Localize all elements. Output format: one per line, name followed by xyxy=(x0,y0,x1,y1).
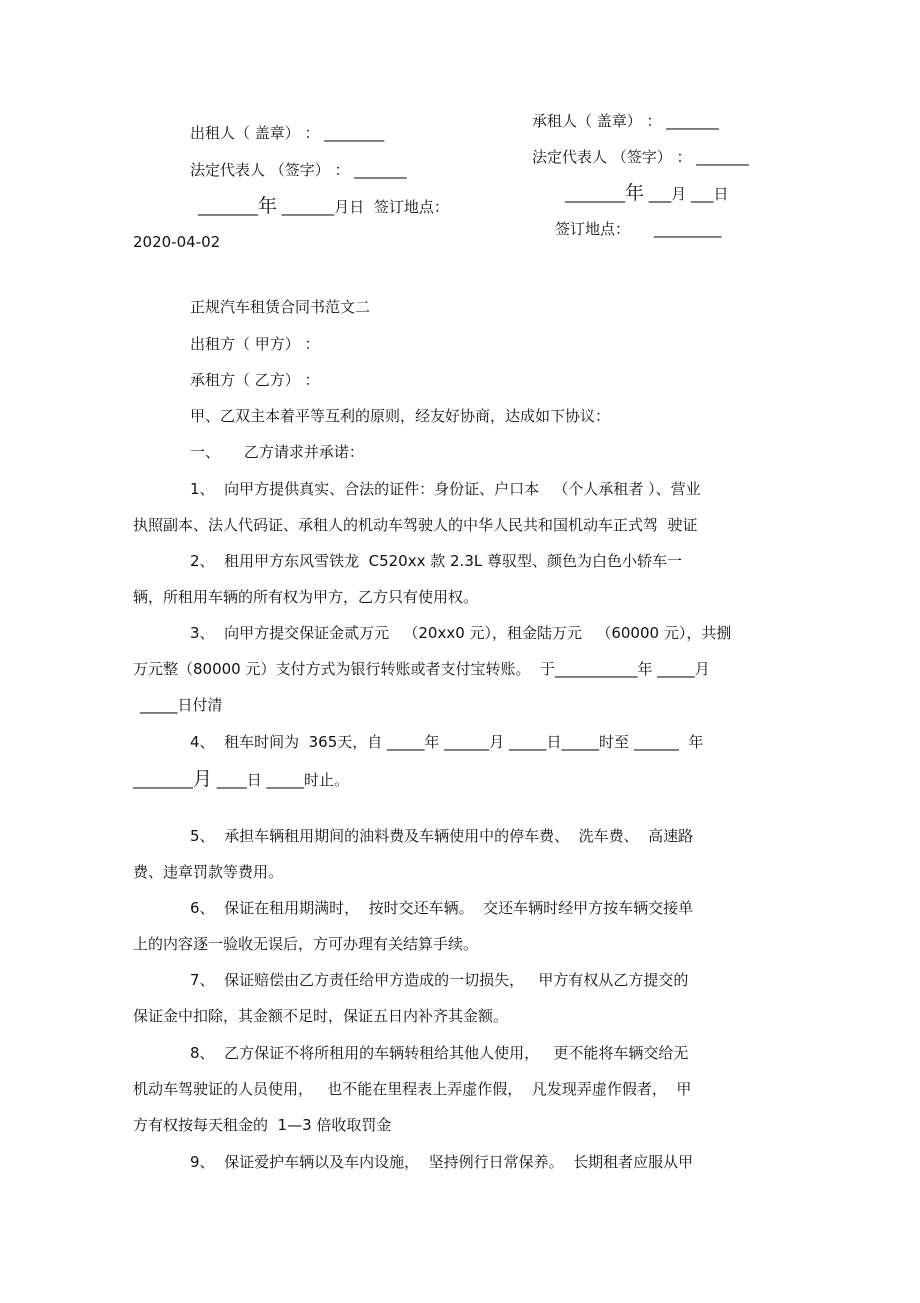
lessor-date-line xyxy=(198,196,449,217)
item4-line1: 4、 租车时间为 365天，自 _____年 ______月 _____日_____时至 ______ 年 xyxy=(190,733,704,751)
lessee-signing-place: 签订地点： _________ xyxy=(555,220,722,238)
item7-line2: 保证金中扣除，其金额不足时，保证五日内补齐其金额。 xyxy=(133,1007,509,1025)
lessee-date-year: 年 xyxy=(625,182,645,204)
item4-line2 xyxy=(133,769,349,790)
item8-line2: 机动车驾驶证的人员使用， 也不能在里程表上弄虚作假， 凡发现弄虚作假者， 甲 xyxy=(133,1080,692,1098)
item2-line2: 辆，所租用车辆的所有权为甲方，乙方只有使用权。 xyxy=(133,588,479,606)
lessor-seal-line: 出租人（ 盖章） ： ________ xyxy=(190,124,385,142)
item7-line1: 7、 保证赔偿由乙方责任给甲方造成的一切损失， 甲方有权从乙方提交的 xyxy=(190,971,689,989)
lessee-seal-line: 承租人（ 盖章） ： _______ xyxy=(532,112,719,130)
item3-line3: _____日付清 xyxy=(140,696,223,714)
item1-line1: 1、 向甲方提供真实、合法的证件：身份证、户口本 （个人承租者 ）、营业 xyxy=(190,480,701,498)
item3-line1: 3、 向甲方提交保证金贰万元 （20xx0 元），租金陆万元 （60000 元），共捌 xyxy=(190,624,732,642)
item2-line1: 2、 租用甲方东风雪铁龙 C520xx 款 2.3L 尊驭型、颜色为白色小轿车一 xyxy=(190,552,682,570)
item9-line1: 9、 保证爱护车辆以及车内设施， 坚持例行日常保养。 长期租者应服从甲 xyxy=(190,1153,694,1171)
item4-rest: ____日 _____时止。 xyxy=(212,771,350,789)
section-heading: 一、 乙方请求并承诺： xyxy=(190,443,364,461)
lessee-party: 承租方（ 乙方） ： xyxy=(190,371,320,389)
item8-line3: 方有权按每天租金的 1—3 倍收取罚金 xyxy=(133,1116,392,1134)
lessee-date-rest: ___月 ___日 xyxy=(644,185,729,203)
lessor-party: 出租方（ 甲方） ： xyxy=(190,335,320,353)
item4-blank: ________ xyxy=(133,771,193,789)
item1-line2: 执照副本、法人代码证、承租人的机动车驾驶人的中华人民共和国机动车正式驾 驶证 xyxy=(133,516,698,534)
contract-title: 正规汽车租赁合同书范文二 xyxy=(190,298,371,316)
item6-line2: 上的内容逐一验收无误后，方可办理有关结算手续。 xyxy=(133,935,479,953)
lessor-date-value: 2020-04-02 xyxy=(133,233,221,251)
item5-line1: 5、 承担车辆租用期间的油料费及车辆使用中的停车费、 洗车费、 高速路 xyxy=(190,827,694,845)
intro-paragraph: 甲、乙双主本着平等互利的原则，经友好协商，达成如下协议： xyxy=(190,407,611,425)
item8-line1: 8、 乙方保证不将所租用的车辆转租给其他人使用， 更不能将车辆交给无 xyxy=(190,1044,689,1062)
item4-month: 月 xyxy=(193,768,213,790)
lessee-date-line xyxy=(565,183,729,204)
item3-line2: 万元整（80000 元）支付方式为银行转账或者支付宝转账。 于___________年 _____月 xyxy=(133,660,710,678)
lessor-representative-line: 法定代表人 （签字） ： _______ xyxy=(190,161,407,179)
item6-line1: 6、 保证在租用期满时， 按时交还车辆。 交还车辆时经甲方按车辆交接单 xyxy=(190,899,694,917)
item5-line2: 费、违章罚款等费用。 xyxy=(133,863,284,881)
lessor-date-blank: ________ xyxy=(198,198,258,216)
lessor-date-rest: _______月日 签订地点： xyxy=(277,198,449,216)
lessee-representative-line: 法定代表人 （签字） ： _______ xyxy=(532,148,749,166)
lessor-date-year: 年 xyxy=(258,195,278,217)
lessee-date-blank: ________ xyxy=(565,185,625,203)
